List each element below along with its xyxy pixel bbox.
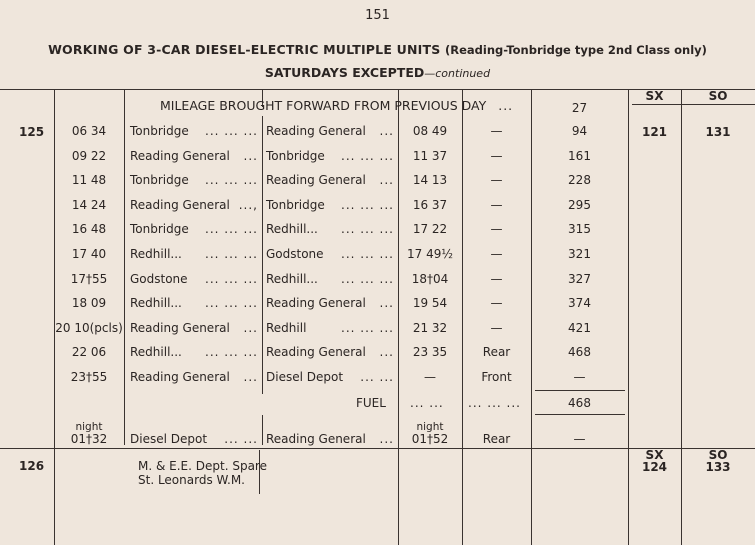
diagram-125-sx: 121 [641, 125, 668, 139]
cumulative-miles: 321 [568, 247, 591, 261]
from-station-name: Tonbridge [130, 124, 189, 138]
to-station [266, 345, 398, 359]
night-to-station [266, 432, 398, 446]
departure-time: 14 24 [71, 198, 107, 212]
unit-position: — [490, 173, 503, 187]
unit-position: — [490, 272, 503, 286]
to-station [266, 124, 398, 138]
to-station-dots: ... ... ... [341, 321, 394, 335]
from-station [130, 345, 262, 359]
departure-time: 22 06 [71, 345, 107, 359]
title-note: (Reading-Tonbridge type 2nd Class only) [444, 43, 707, 57]
from-station-name: Redhill... [130, 247, 182, 261]
subtitle-continued: —continued [424, 67, 491, 80]
fuel-rule-bottom [535, 414, 625, 415]
sx-header: SX [645, 89, 664, 103]
from-station-name: Reading General [130, 370, 230, 384]
from-station-dots: ... ... ... [205, 345, 258, 359]
from-station [130, 370, 262, 384]
cumulative-miles: 468 [568, 345, 591, 359]
departure-time: 11 48 [71, 173, 107, 187]
from-station-dots: ... ... ... [205, 296, 258, 310]
mileage-forward-value: 27 [571, 101, 588, 115]
to-station-name: Tonbridge [266, 198, 325, 212]
from-station [130, 296, 262, 310]
to-station-name: Redhill... [266, 222, 318, 236]
diagram-126-line-2: St. Leonards W.M. [138, 473, 245, 487]
to-station-dots: ... ... ... [341, 149, 394, 163]
to-station [266, 173, 398, 187]
to-station [266, 370, 398, 384]
from-station-dots: ... ... ... [205, 247, 258, 261]
unit-position: — [490, 149, 503, 163]
from-station [130, 272, 262, 286]
cumulative-miles: 228 [568, 173, 591, 187]
from-station [130, 198, 262, 212]
mileage-dots: ... [498, 98, 514, 113]
mileage-label: MILEAGE BROUGHT FORWARD FROM PREVIOUS DAY [160, 98, 487, 113]
night-arr-note: night [416, 421, 444, 433]
col-rule-8 [681, 89, 682, 545]
unit-position: Rear [482, 345, 511, 359]
night-position: Rear [482, 432, 511, 446]
to-station [266, 149, 398, 163]
from-station [130, 149, 262, 163]
fuel-rule-top [535, 390, 625, 391]
from-station [130, 173, 262, 187]
to-station-name: Reading General [266, 345, 366, 359]
to-station [266, 222, 398, 236]
unit-position: — [490, 296, 503, 310]
subtitle-text: SATURDAYS EXCEPTED [264, 65, 425, 80]
cumulative-miles: 315 [568, 222, 591, 236]
title-main: WORKING OF 3-CAR DIESEL-ELECTRIC MULTIPLE UNITS [48, 42, 441, 57]
to-station [266, 321, 398, 335]
departure-time: 09 22 [71, 149, 107, 163]
diagram-126-sx: 124 [641, 460, 668, 474]
fuel-dots-1: ... ... [410, 396, 444, 410]
cumulative-miles: 161 [568, 149, 591, 163]
fuel-miles: 468 [568, 396, 591, 410]
departure-time: 16 48 [71, 222, 107, 236]
night-from-station [130, 432, 262, 446]
diagram-number-125: 125 [19, 125, 45, 139]
so-header: SO [708, 89, 728, 103]
from-station-name: Reading General [130, 149, 230, 163]
night-to-name: Reading General [266, 432, 366, 446]
unit-position: — [490, 222, 503, 236]
col-rule-3c [262, 415, 263, 445]
to-station-name: Reading General [266, 173, 366, 187]
to-station-dots: ... [379, 296, 394, 310]
arrival-time: 14 13 [412, 173, 448, 187]
arrival-time: 17 22 [412, 222, 448, 236]
from-station-dots: ... [243, 370, 258, 384]
to-station-name: Redhill... [266, 272, 318, 286]
cumulative-miles: — [573, 370, 586, 384]
unit-position: — [490, 247, 503, 261]
diagram-126-line-1: M. & E.E. Dept. Spare [138, 459, 267, 473]
from-station-dots: ... [243, 321, 258, 335]
sx-so-rule [632, 104, 755, 105]
cumulative-miles: 327 [568, 272, 591, 286]
unit-position: — [490, 198, 503, 212]
night-miles: — [573, 432, 586, 446]
cumulative-miles: 94 [571, 124, 588, 138]
to-station-dots: ... ... [360, 370, 394, 384]
from-station-dots: ... ... ... [205, 124, 258, 138]
arrival-time: 21 32 [412, 321, 448, 335]
to-station-dots: ... ... ... [341, 198, 394, 212]
from-station-dots: ... ... ... [205, 173, 258, 187]
from-station-name: Godstone [130, 272, 188, 286]
fuel-label: FUEL [356, 396, 386, 410]
cumulative-miles: 421 [568, 321, 591, 335]
to-station-dots: ... ... ... [341, 247, 394, 261]
from-station-name: Reading General [130, 198, 230, 212]
diagram-number-126: 126 [19, 459, 45, 473]
col-rule-7 [628, 89, 629, 545]
from-station-name: Reading General [130, 321, 230, 335]
from-station-name: Tonbridge [130, 173, 189, 187]
to-station-dots: ... [379, 173, 394, 187]
arrival-time: 08 49 [412, 124, 448, 138]
departure-time: 18 09 [71, 296, 107, 310]
to-station [266, 247, 398, 261]
cumulative-miles: 374 [568, 296, 591, 310]
diagram-126-so: 133 [705, 460, 731, 474]
to-station-name: Reading General [266, 124, 366, 138]
page-subtitle [0, 65, 755, 80]
night-dep-time: 01†32 [70, 432, 108, 446]
from-station [130, 321, 262, 335]
to-station-dots: ... ... ... [341, 222, 394, 236]
mileage-brought-forward [160, 99, 513, 113]
from-station-name: Tonbridge [130, 222, 189, 236]
from-station [130, 124, 262, 138]
from-station-dots: ... [243, 149, 258, 163]
from-station-dots: ... ... ... [205, 272, 258, 286]
arrival-time: 18†04 [411, 272, 449, 286]
to-station-name: Redhill [266, 321, 307, 335]
from-station [130, 222, 262, 236]
col-rule-2 [124, 89, 125, 445]
from-station-name: Redhill... [130, 296, 182, 310]
unit-position: — [490, 321, 503, 335]
from-station [130, 247, 262, 261]
unit-position: Front [481, 370, 512, 384]
to-station [266, 296, 398, 310]
night-arr-time: 01†52 [411, 432, 449, 446]
to-station-dots: ... ... ... [341, 272, 394, 286]
to-station-dots: ... [379, 345, 394, 359]
departure-time: 23†55 [70, 370, 108, 384]
cumulative-miles: 295 [568, 198, 591, 212]
departure-time: 20 10(pcls) [55, 321, 123, 335]
arrival-time: 23 35 [412, 345, 448, 359]
arrival-time: — [424, 370, 436, 384]
arrival-time: 17 49½ [407, 247, 453, 261]
arrival-time: 16 37 [412, 198, 448, 212]
to-station [266, 272, 398, 286]
departure-time: 06 34 [71, 124, 107, 138]
diagram-126-sx-label: SX [645, 448, 664, 462]
night-to-dots: ... [379, 432, 394, 446]
page-number: 151 [365, 8, 390, 23]
diagram-125-so: 131 [705, 125, 731, 139]
page-title [0, 42, 755, 57]
arrival-time: 19 54 [412, 296, 448, 310]
to-station-name: Tonbridge [266, 149, 325, 163]
night-dep-note: night [75, 421, 103, 433]
to-station-name: Diesel Depot [266, 370, 344, 384]
fuel-dots-2: ... ... ... [468, 396, 521, 410]
night-from-dots: ... ... [224, 432, 258, 446]
to-station-name: Reading General [266, 296, 366, 310]
departure-time: 17 40 [71, 247, 107, 261]
arrival-time: 11 37 [412, 149, 448, 163]
to-station-name: Godstone [266, 247, 324, 261]
unit-position: — [490, 124, 503, 138]
from-station-name: Redhill... [130, 345, 182, 359]
night-from-name: Diesel Depot [130, 432, 208, 446]
col-rule-3b [262, 116, 263, 394]
from-station-dots: ..., [238, 198, 258, 212]
to-station [266, 198, 398, 212]
departure-time: 17†55 [70, 272, 108, 286]
from-station-dots: ... ... ... [205, 222, 258, 236]
diagram-126-so-label: SO [708, 448, 728, 462]
to-station-dots: ... [379, 124, 394, 138]
